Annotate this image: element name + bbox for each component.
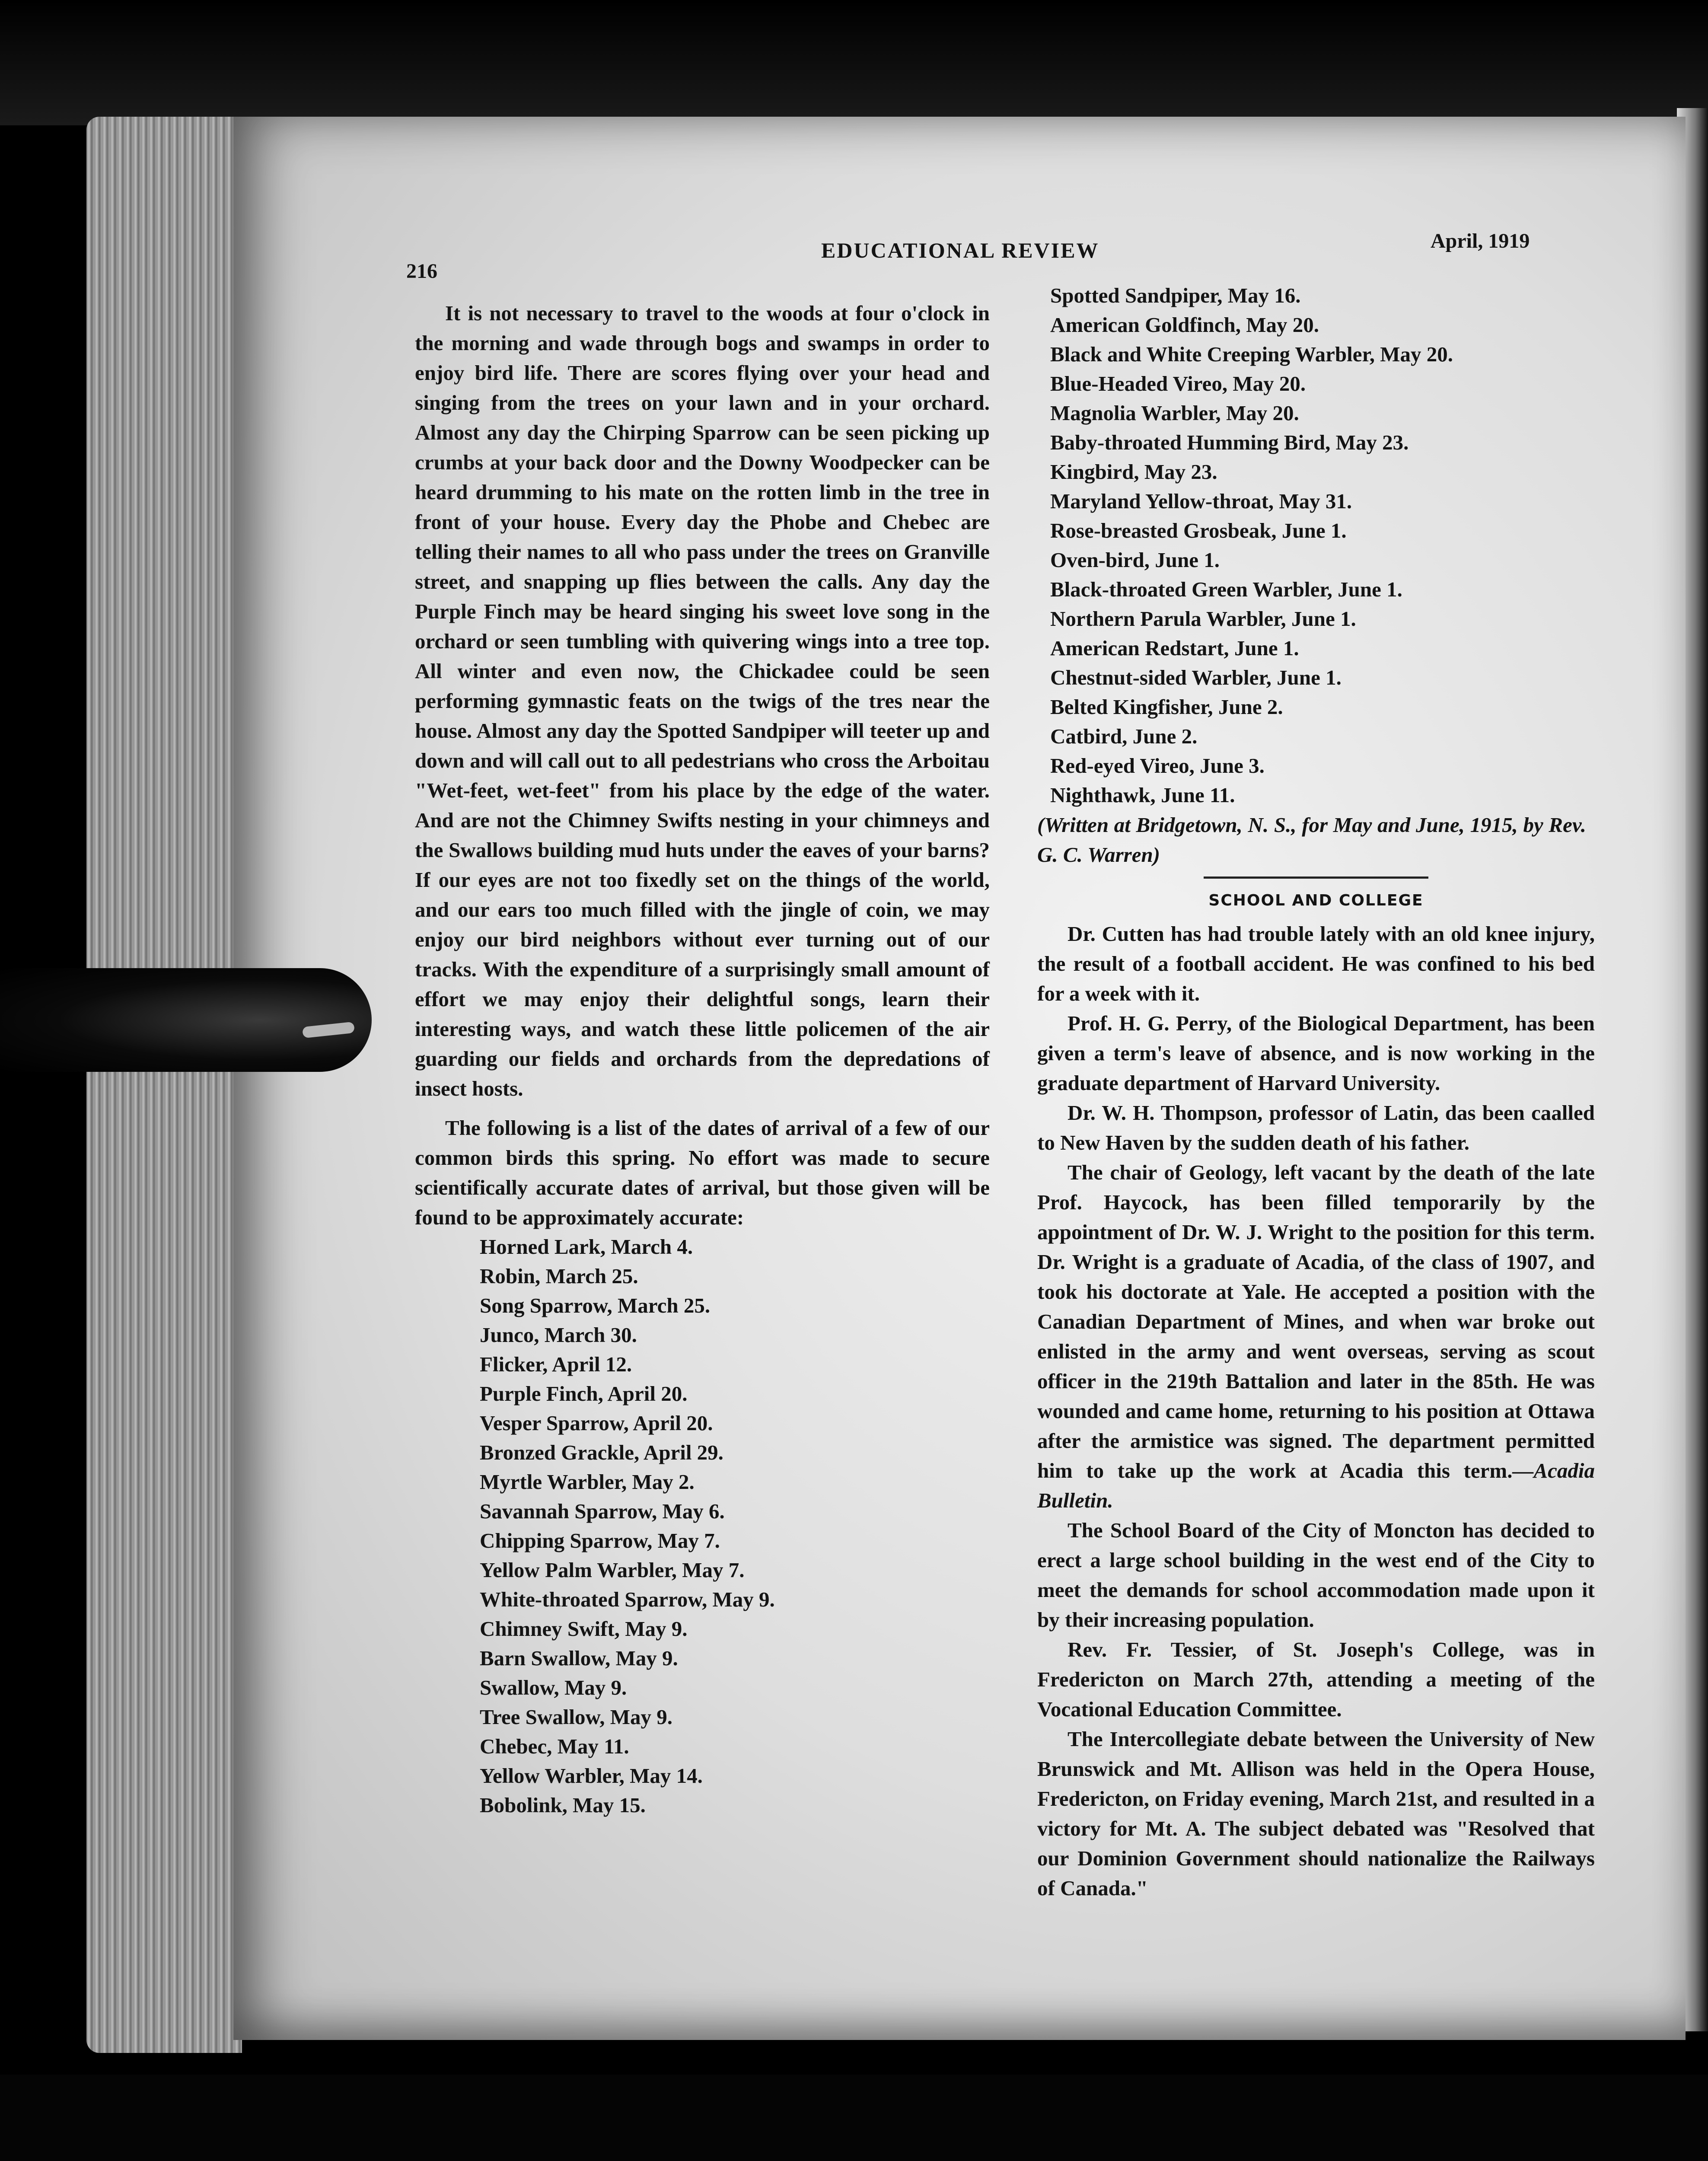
list-item: Horned Lark, March 4. bbox=[480, 1235, 693, 1259]
section-heading: SCHOOL AND COLLEGE bbox=[1208, 892, 1424, 909]
section-divider bbox=[1204, 877, 1428, 879]
news-item: Prof. H. G. Perry, of the Biological Department, has been given a term's leave of absence, and is now working in the graduate department of Harvard University. bbox=[1037, 1011, 1595, 1095]
list-item: Yellow Warbler, May 14. bbox=[480, 1764, 703, 1788]
list-item: Oven-bird, June 1. bbox=[1050, 548, 1220, 572]
scanner-bottom-margin bbox=[0, 2075, 1708, 2161]
list-item: Chipping Sparrow, May 7. bbox=[480, 1529, 720, 1552]
list-item: Bronzed Grackle, April 29. bbox=[480, 1441, 723, 1464]
list-item: Song Sparrow, March 25. bbox=[480, 1294, 711, 1317]
news-item: Dr. Cutten has had trouble lately with an old knee injury, the result of a football accident. He was confined to his bed for a week with it. bbox=[1037, 922, 1595, 1005]
list-item: White-throated Sparrow, May 9. bbox=[480, 1587, 775, 1611]
scanner-top-margin bbox=[0, 0, 1708, 125]
list-item: Junco, March 30. bbox=[480, 1323, 637, 1347]
list-item: Spotted Sandpiper, May 16. bbox=[1050, 284, 1301, 307]
news-item: Rev. Fr. Tessier, of St. Joseph's College, was in Fredericton on March 27th, attending a meeting of the Vocational Education Committee. bbox=[1037, 1638, 1595, 1721]
author-credit: (Written at Bridgetown, N. S., for May and June, 1915, by Rev. G. C. Warren) bbox=[1037, 813, 1586, 867]
list-item: Purple Finch, April 20. bbox=[480, 1382, 688, 1406]
news-source: —Acadia Bulletin. bbox=[1037, 1459, 1595, 1512]
news-item bbox=[1037, 1157, 1595, 1515]
list-item: Yellow Palm Warbler, May 7. bbox=[480, 1558, 745, 1582]
list-item: Flicker, April 12. bbox=[480, 1352, 632, 1376]
page-number: 216 bbox=[406, 260, 437, 283]
list-item: Catbird, June 2. bbox=[1050, 724, 1198, 748]
list-item: Chestnut-sided Warbler, June 1. bbox=[1050, 666, 1342, 689]
list-item: Blue-Headed Vireo, May 20. bbox=[1050, 372, 1306, 395]
list-item: Rose-breasted Grosbeak, June 1. bbox=[1050, 519, 1347, 542]
list-intro-paragraph: The following is a list of the dates of arrival of a few of our common birds this spring. No effort was made to secure scientifically accurate dates of arrival, but those given will be found to be approximately accurate: bbox=[415, 1116, 990, 1229]
list-item: Black and White Creeping Warbler, May 20. bbox=[1050, 342, 1453, 366]
list-item: Tree Swallow, May 9. bbox=[480, 1705, 672, 1729]
book-page-edges bbox=[86, 117, 242, 2053]
list-item: American Redstart, June 1. bbox=[1050, 636, 1299, 660]
list-item: American Goldfinch, May 20. bbox=[1050, 313, 1319, 337]
list-item: Chimney Swift, May 9. bbox=[480, 1617, 688, 1641]
news-item-text: The chair of Geology, left vacant by the death of the late Prof. Haycock, has been filled temporarily by the appointment of Dr. W. J. Wright to the position for this term. Dr. Wright is a graduate of Acadia, of the class of 1907, and took his doctorate at Yale. He accepted a position with the Canadian Department of Mines, and when war broke out enlisted in the army and went overseas, serving as scout officer in the 219th Battalion and later in the 85th. He was wounded and came home, returning to his position at Ottawa after the armistice was signed. The department permitted him to take up the work at Acadia this term. bbox=[1037, 1160, 1595, 1482]
bird-arrival-list-left bbox=[480, 1232, 990, 1820]
issue-date: April, 1919 bbox=[1431, 229, 1530, 252]
bird-arrival-list-right bbox=[1050, 281, 1595, 810]
news-item: The School Board of the City of Moncton has decided to erect a large school building in the west end of the City to meet the demands for school accommodation made upon it by their increasing population. bbox=[1037, 1518, 1595, 1632]
journal-title: EDUCATIONAL REVIEW bbox=[821, 238, 1099, 262]
list-item: Black-throated Green Warbler, June 1. bbox=[1050, 577, 1402, 601]
list-item: Maryland Yellow-throat, May 31. bbox=[1050, 489, 1352, 513]
news-item: Dr. W. H. Thompson, professor of Latin, das been caalled to New Haven by the sudden death of his father. bbox=[1037, 1101, 1595, 1154]
list-item: Barn Swallow, May 9. bbox=[480, 1646, 678, 1670]
list-item: Bobolink, May 15. bbox=[480, 1793, 646, 1817]
news-item: The Intercollegiate debate between the University of New Brunswick and Mt. Allison was held in the Opera House, Fredericton, on Friday evening, March 21st, and resulted in a victory for Mt. A. The subject debated was "Resolved that our Dominion Government should nationalize the Railways of Canada." bbox=[1037, 1727, 1595, 1900]
list-item: Baby-throated Humming Bird, May 23. bbox=[1050, 430, 1409, 454]
list-item: Myrtle Warbler, May 2. bbox=[480, 1470, 695, 1494]
intro-paragraph: It is not necessary to travel to the woods at four o'clock in the morning and wade through bogs and swamps in order to enjoy bird life. There are scores flying over your head and singing from the trees on your lawn and in your orchard. Almost any day the Chirping Sparrow can be seen picking up crumbs at your back door and the Downy Woodpecker can be heard drumming to his mate on the rotten limb in the tree in front of your house. Every day the Phobe and Chebec are telling their names to all who pass under the trees on Granville street, and snapping up flies between the calls. Any day the Purple Finch may be heard singing his sweet love song in the orchard or seen tumbling with quivering wings into a tree top. All winter and even now, the Chickadee could be seen performing gymnastic feats on the twigs of the tres near the house. Almost any day the Spotted Sandpiper will teeter up and down and will call out to all pedestrians who cross the Arboitau "Wet-feet, wet-feet" from his place by the edge of the water. And are not the Chimney Swifts nesting in your chimneys and the Swallows building mud huts under the eaves of your barns? If our eyes are not too fixedly set on the things of the world, and our ears too much filled with the jingle of coin, we may enjoy our bird neighbors without ever turning out of our tracks. With the expenditure of a surprisingly small amount of effort we may enjoy their delightful songs, learn their interesting ways, and watch these little policemen of the air guarding our fields and orchards from the depredations of insect hosts. bbox=[415, 301, 990, 1100]
list-item: Chebec, May 11. bbox=[480, 1734, 629, 1758]
right-column bbox=[1037, 281, 1595, 1903]
list-item: Vesper Sparrow, April 20. bbox=[480, 1411, 713, 1435]
list-item: Northern Parula Warbler, June 1. bbox=[1050, 607, 1356, 631]
list-item: Swallow, May 9. bbox=[480, 1676, 627, 1699]
list-item: Magnolia Warbler, May 20. bbox=[1050, 401, 1299, 425]
thumb-holding-page bbox=[0, 968, 372, 1072]
list-item: Kingbird, May 23. bbox=[1050, 460, 1217, 484]
left-column bbox=[415, 298, 990, 1820]
list-item: Nighthawk, June 11. bbox=[1050, 783, 1235, 807]
list-item: Red-eyed Vireo, June 3. bbox=[1050, 754, 1265, 778]
list-item: Savannah Sparrow, May 6. bbox=[480, 1499, 725, 1523]
list-item: Belted Kingfisher, June 2. bbox=[1050, 695, 1283, 719]
list-item: Robin, March 25. bbox=[480, 1264, 638, 1288]
